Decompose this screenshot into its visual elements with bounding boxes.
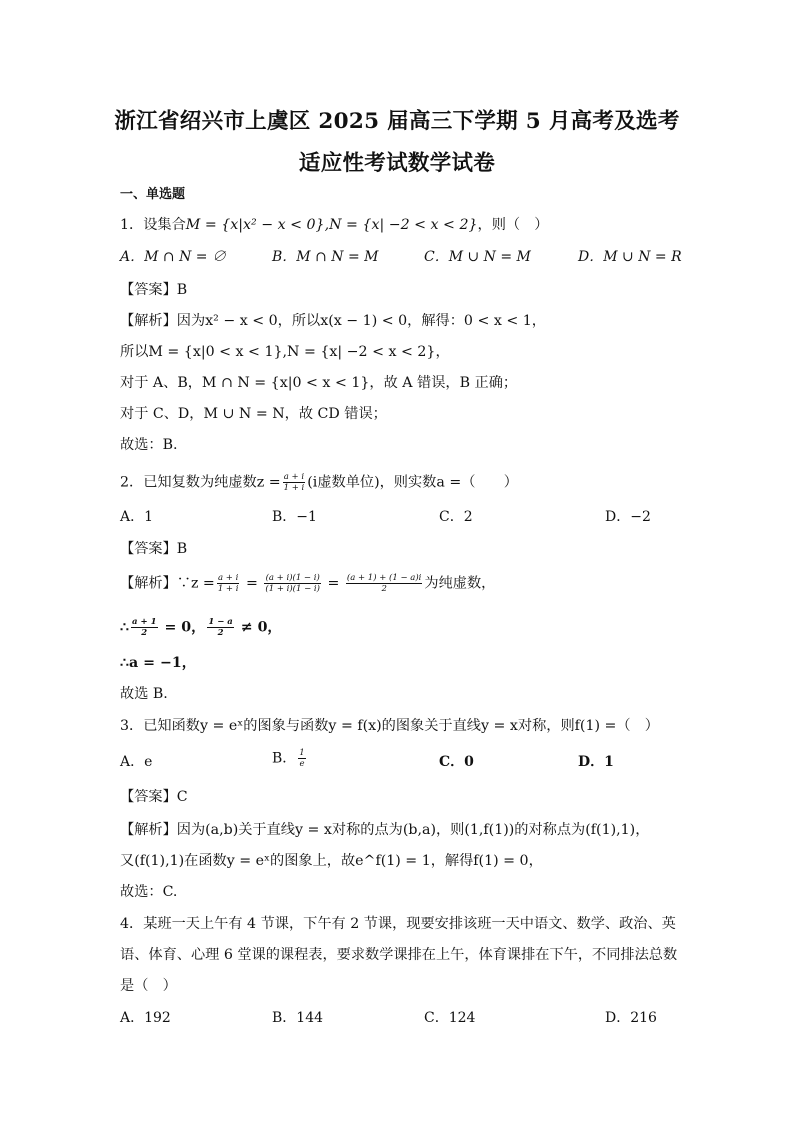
q2-analysis-2: [120, 617, 282, 638]
q3-option-b: [272, 748, 308, 769]
q2-frac-num: a + i: [283, 472, 305, 482]
q3-option-d: D．1: [578, 754, 614, 770]
q2-option-c: C．2: [439, 509, 473, 525]
q2-analysis-frac-2: [264, 573, 321, 594]
q2-analysis-3: ∴a = −1，: [120, 655, 196, 671]
q2-line2-frac-2: [207, 617, 233, 638]
q2-f1-num: a + i: [217, 573, 239, 583]
q3-answer: 【答案】C: [120, 789, 188, 805]
q2-stem-pre: 2．已知复数为纯虚数z =: [120, 474, 281, 491]
q3-option-b-num: 1: [299, 748, 305, 758]
q1-stem-pre: 1．设集合: [120, 217, 186, 233]
q2-l2f1-den: 2: [141, 628, 148, 638]
q2-line2-mid: = 0，: [159, 619, 206, 636]
q2-line2-frac-1: [131, 617, 157, 638]
q1-analysis-2: 所以M = {x|0 < x < 1},N = {x| −2 < x < 2}，: [120, 344, 450, 360]
q3-analysis-2: 又(f(1),1)在函数y = eˣ的图象上，故e^f(1) = 1，解得f(1) = 0，: [120, 853, 543, 869]
q4-option-c: C．124: [424, 1010, 476, 1026]
q2-l2f1-num: a + 1: [132, 617, 157, 627]
q2-l2f2-den: 2: [217, 628, 224, 638]
q4-stem-1: 4．某班一天上午有 4 节课，下午有 2 节课，现要安排该班一天中语文、数学、政治、英: [120, 916, 676, 932]
q1-analysis-5: 故选：B.: [120, 437, 178, 453]
q3-analysis-3: 故选：C.: [120, 884, 178, 900]
q4-stem-2: 语、体育、心理 6 堂课的课程表，要求数学课排在上午，体育课排在下午，不同排法总数: [120, 947, 678, 963]
q4-option-b: B．144: [272, 1010, 324, 1026]
q2-f2-den: (1 + i)(1 − i): [265, 584, 320, 594]
q3-option-a: A．e: [120, 754, 153, 770]
q1-option-c: C．M ∪ N = M: [424, 249, 531, 265]
q3-option-b-den: e: [299, 759, 305, 769]
q2-f3-den: 2: [381, 584, 387, 594]
exam-title-line1: 浙江省绍兴市上虞区 2025 届高三下学期 5 月高考及选考: [114, 109, 680, 134]
q1-analysis-4: 对于 C、D，M ∪ N = N，故 CD 错误；: [120, 406, 387, 422]
q2-stem-post: (i虚数单位)，则实数a =（ ）: [307, 474, 518, 491]
q1-option-a: A．M ∩ N = ∅: [120, 249, 226, 265]
q3-stem: 3．已知函数y = eˣ的图象与函数y = f(x)的图象关于直线y = x对称，则f(1) =（ ）: [120, 718, 659, 734]
q2-answer: 【答案】B: [120, 541, 188, 557]
q3-option-c: C．0: [439, 754, 474, 770]
q1-stem: [120, 215, 548, 235]
q2-analysis-1: 【解析】∵z = $\frac{a + i}{1 + i}$ = $\frac{(a + i)(1 - i)}{(1 + i)(1 - i)}$ = $\frac{(a + 1) + (1 - a)i}{2}$ 为纯虚数，: [120, 573, 496, 594]
q2-line2-pre: ∴: [120, 619, 130, 636]
q4-stem-3: 是（ ）: [120, 978, 177, 994]
q3-option-b-fraction: [298, 748, 305, 769]
exam-title-line2: 适应性考试数学试卷: [298, 151, 496, 176]
q3-analysis-1: 【解析】因为(a,b)关于直线y = x对称的点为(b,a)，则(1,f(1))的对称点为(f(1),1)，: [120, 822, 650, 838]
q1-option-b: B．M ∩ N = M: [272, 249, 379, 265]
q1-analysis-1: 【解析】因为x² − x < 0，所以x(x − 1) < 0，解得：0 < x < 1，: [120, 313, 546, 329]
q2-f2-num: (a + i)(1 − i): [265, 573, 320, 583]
q1-analysis-3: 对于 A、B，M ∩ N = {x|0 < x < 1}，故 A 错误，B 正确；: [120, 375, 518, 391]
q2-option-a: A．1: [120, 509, 154, 525]
q1-stem-math: M = {x|x² − x < 0},N = {x| −2 < x < 2}: [185, 217, 478, 233]
q4-option-a: A．192: [120, 1010, 171, 1026]
q2-f1-den: 1 + i: [217, 584, 239, 594]
q1-answer: 【答案】B: [120, 282, 188, 298]
q1-stem-post: ，则（ ）: [477, 217, 549, 233]
q2-analysis-post: 为纯虚数，: [424, 575, 496, 592]
q2-frac-den: 1 + i: [283, 483, 305, 493]
q2-stem-fraction: [283, 472, 306, 493]
section-heading: 一、单选题: [120, 187, 186, 202]
q4-option-d: D．216: [605, 1010, 657, 1026]
q2-f3-num: (a + 1) + (1 − a)i: [346, 573, 422, 583]
q2-l2f2-num: 1 − a: [208, 617, 233, 627]
q2-option-d: D．−2: [605, 509, 651, 525]
q1-option-d: D．M ∪ N = R: [578, 249, 682, 265]
q2-analysis-4: 故选 B.: [120, 686, 168, 702]
q2-analysis-frac-3: [346, 573, 423, 594]
q2-analysis-pre: 【解析】∵z =: [120, 575, 215, 592]
q2-option-b: B．−1: [272, 509, 317, 525]
q2-stem: [120, 472, 518, 493]
q3-option-b-label: B．: [272, 750, 297, 767]
q2-analysis-frac-1: [217, 573, 240, 594]
q2-line2-post: ≠ 0，: [235, 619, 282, 636]
